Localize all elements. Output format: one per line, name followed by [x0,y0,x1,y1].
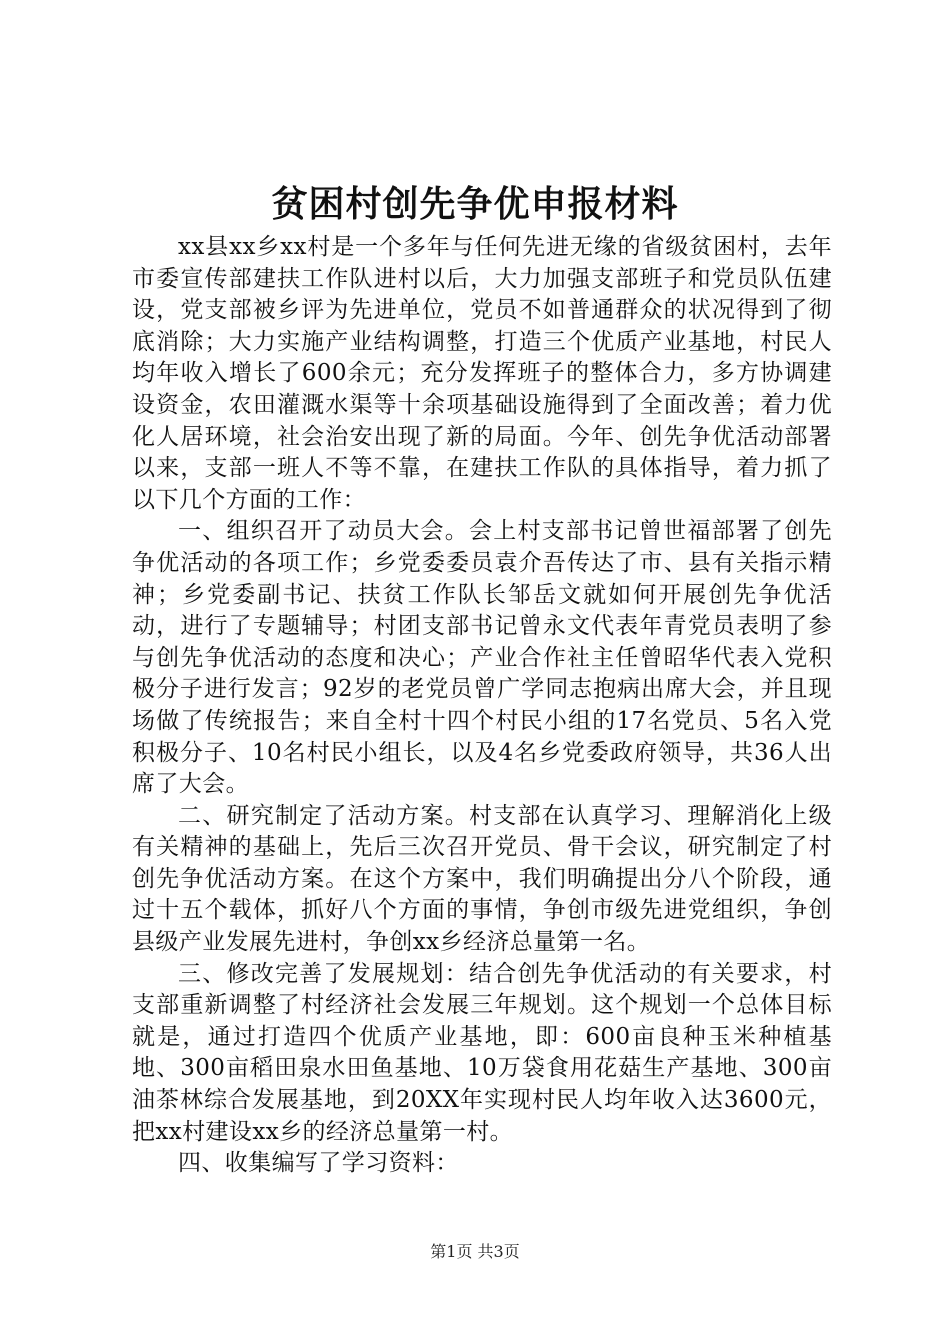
document-body [132,232,832,1180]
paragraph-intro: xx县xx乡xx村是一个多年与任何先进无缘的省级贫困村，去年市委宣传部建扶工作队进村以后，大力加强支部班子和党员队伍建设，党支部被乡评为先进单位，党员不如普通群众的状况得到了彻底消除；大力实施产业结构调整，打造三个优质产业基地，村民人均年收入增长了600余元；充分发挥班子的整体合力，多方协调建设资金，农田灌溉水渠等十余项基础设施得到了全面改善；着力优化人居环境，社会治安出现了新的局面。今年、创先争优活动部署以来，支部一班人不等不靠，在建扶工作队的具体指导，着力抓了以下几个方面的工作： [132,234,832,513]
paragraph-section-2: 二、研究制定了活动方案。村支部在认真学习、理解消化上级有关精神的基础上，先后三次召开党员、骨干会议，研究制定了村创先争优活动方案。在这个方案中，我们明确提出分八个阶段，通过十五个载体，抓好八个方面的事情，争创市级先进党组织，争创县级产业发展先进村，争创xx乡经济总量第一名。 [132,802,832,956]
paragraph-section-3: 三、修改完善了发展规划：结合创先争优活动的有关要求，村支部重新调整了村经济社会发展三年规划。这个规划一个总体目标就是，通过打造四个优质产业基地，即：600亩良种玉米种植基地、300亩稻田泉水田鱼基地、10万袋食用花菇生产基地、300亩油茶林综合发展基地，到20XX年实现村民人均年收入达3600元，把xx村建设xx乡的经济总量第一村。 [132,960,832,1145]
page-number-footer: 第1页 共3页 [430,1242,520,1261]
paragraph-section-1: 一、组织召开了动员大会。会上村支部书记曾世福部署了创先争优活动的各项工作；乡党委委员袁介吾传达了市、县有关指示精神；乡党委副书记、扶贫工作队长邹岳文就如何开展创先争优活动，进行了专题辅导；村团支部书记曾永文代表年青党员表明了参与创先争优活动的态度和决心；产业合作社主任曾昭华代表入党积极分子进行发言；92岁的老党员曾广学同志抱病出席大会，并且现场做了传统报告；来自全村十四个村民小组的17名党员、5名入党积极分子、10名村民小组长，以及4名乡党委政府领导，共36人出席了大会。 [132,518,832,798]
document-title: 贫困村创先争优申报材料 [271,183,679,225]
paragraph-section-4: 四、收集编写了学习资料： [178,1150,459,1177]
